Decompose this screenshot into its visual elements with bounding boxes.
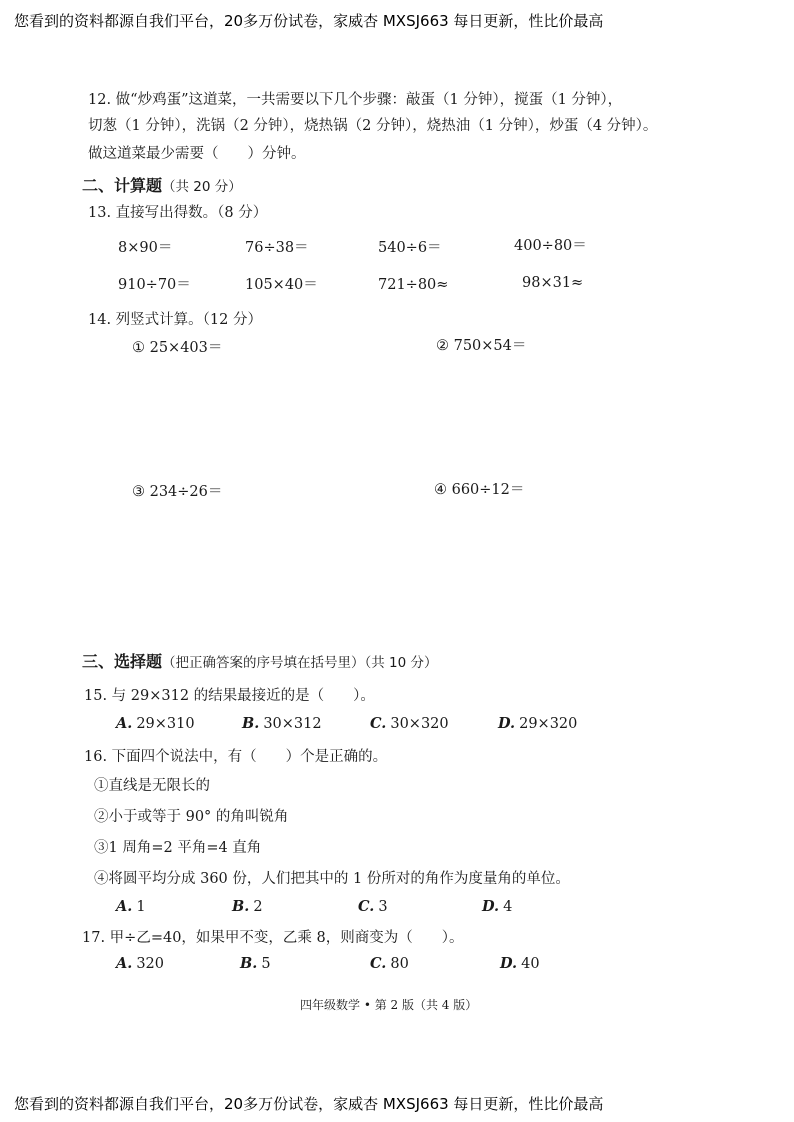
q13-title: 13. 直接写出得数。（8 分） xyxy=(88,205,268,221)
q16-statement: ②小于或等于 90° 的角叫锐角 xyxy=(94,809,289,825)
section3-title: 三、选择题 xyxy=(82,652,163,671)
q13-item: 105×40＝ xyxy=(245,277,318,293)
q15-option-b: B. 30×312 xyxy=(242,715,322,732)
bottom-banner: 您看到的资料都源自我们平台，20多万份试卷，家威杏 MXSJ663 每日更新，性比价最高 xyxy=(14,1095,604,1113)
q17-option-c: C. 80 xyxy=(370,955,409,972)
section2-heading xyxy=(82,176,242,195)
section2-title: 二、计算题 xyxy=(82,176,163,195)
q16-title: 16. 下面四个说法中，有（ ）个是正确的。 xyxy=(84,749,388,765)
q16-option-c: C. 3 xyxy=(358,898,388,915)
q15-option-a: A. 29×310 xyxy=(116,715,195,732)
q13-item: 98×31≈ xyxy=(522,275,584,291)
top-banner: 您看到的资料都源自我们平台，20多万份试卷，家威杏 MXSJ663 每日更新，性比价最高 xyxy=(14,12,604,30)
q14-item: ① 25×403＝ xyxy=(132,340,223,356)
q17-option-a: A. 320 xyxy=(116,955,164,972)
q13-item: 540÷6＝ xyxy=(378,240,442,256)
q12-line1: 12. 做“炒鸡蛋”这道菜，一共需要以下几个步骤：敲蛋（1 分钟），搅蛋（1 分钟）， xyxy=(88,92,623,108)
q13-item: 76÷38＝ xyxy=(245,240,309,256)
section3-points: （把正确答案的序号填在括号里）（共 10 分） xyxy=(162,655,438,671)
section3-heading xyxy=(82,652,438,671)
q16-option-d: D. 4 xyxy=(482,898,513,915)
q13-item: 721÷80≈ xyxy=(378,277,449,293)
q14-item: ④ 660÷12＝ xyxy=(434,482,525,498)
q13-item: 400÷80＝ xyxy=(514,238,587,254)
q12-line3: 做这道菜最少需要（ ）分钟。 xyxy=(88,146,306,162)
q14-title: 14. 列竖式计算。（12 分） xyxy=(88,312,262,328)
q16-option-a: A. 1 xyxy=(116,898,146,915)
q13-item: 910÷70＝ xyxy=(118,277,191,293)
q16-statement: ③1 周角=2 平角=4 直角 xyxy=(94,840,262,856)
q15-title: 15. 与 29×312 的结果最接近的是（ ）。 xyxy=(84,688,375,704)
page-footer: 四年级数学 • 第 2 版（共 4 版） xyxy=(300,998,478,1012)
q15-option-c: C. 30×320 xyxy=(370,715,449,732)
q17-option-b: B. 5 xyxy=(240,955,271,972)
q16-option-b: B. 2 xyxy=(232,898,263,915)
section2-points: （共 20 分） xyxy=(162,179,242,195)
q13-item: 8×90＝ xyxy=(118,240,173,256)
q14-item: ③ 234÷26＝ xyxy=(132,484,223,500)
q17-title: 17. 甲÷乙=40，如果甲不变，乙乘 8，则商变为（ ）。 xyxy=(82,930,464,946)
q16-statement: ④将圆平均分成 360 份，人们把其中的 1 份所对的角作为度量角的单位。 xyxy=(94,871,570,887)
q17-option-d: D. 40 xyxy=(500,955,540,972)
q16-statement: ①直线是无限长的 xyxy=(94,778,210,794)
q14-item: ② 750×54＝ xyxy=(436,338,527,354)
q12-line2: 切葱（1 分钟），洗锅（2 分钟），烧热锅（2 分钟），烧热油（1 分钟），炒蛋（4 分钟）。 xyxy=(88,118,658,134)
q15-option-d: D. 29×320 xyxy=(498,715,578,732)
